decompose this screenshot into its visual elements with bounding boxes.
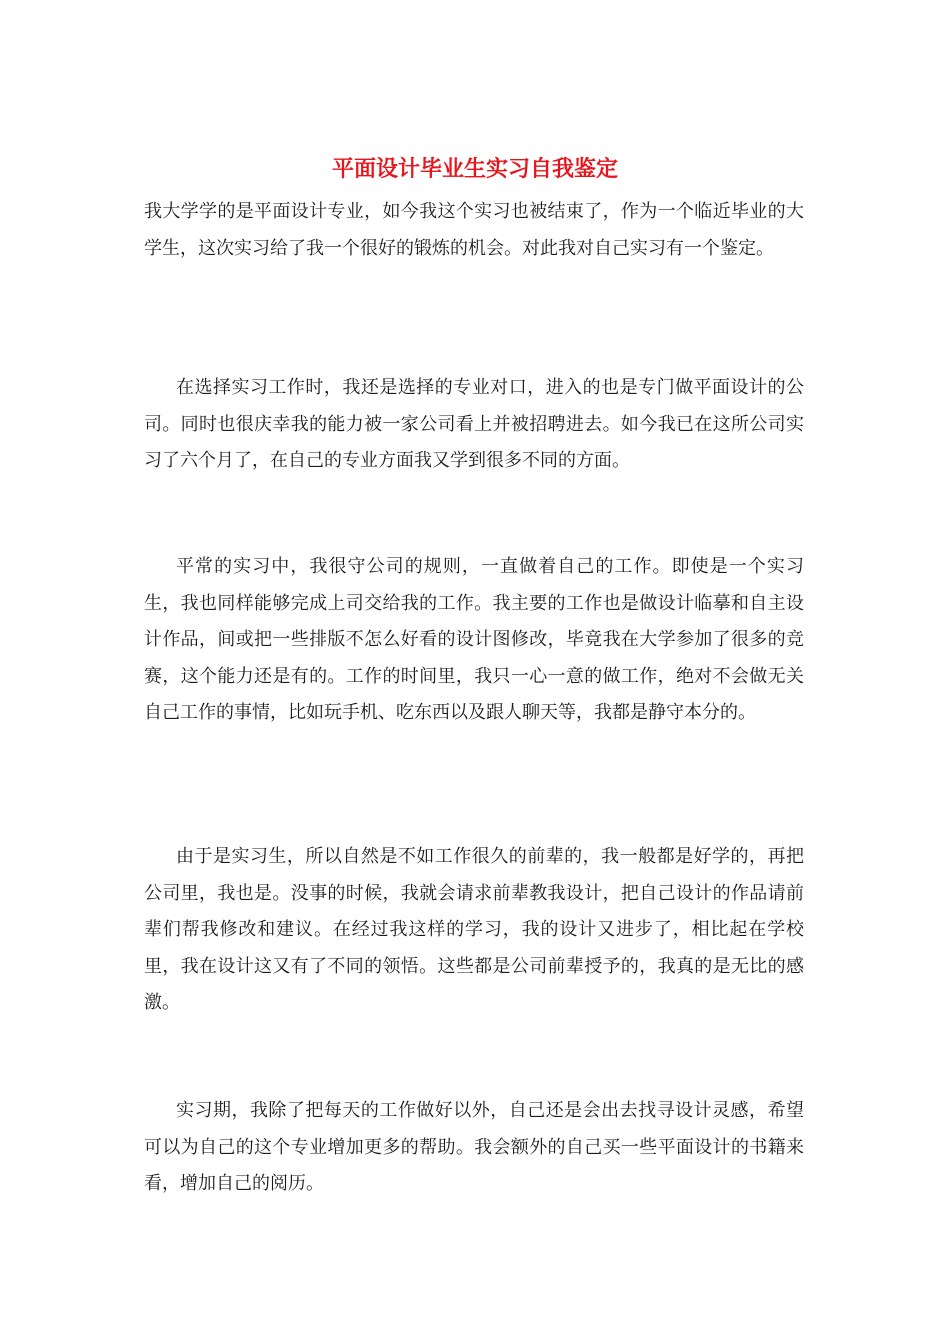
paragraph-learning-from-seniors: 由于是实习生，所以自然是不如工作很久的前辈的，我一般都是好学的，再把公司里，我也是。没事的时候，我就会请求前辈教我设计，把自己设计的作品请前辈们帮我修改和建议。在经过我这样的学习，我的设计又进步了，相比起在学校里，我在设计这又有了不同的领悟。这些都是公司前辈授予的，我真的是无比的感激。 (144, 846, 804, 1013)
paragraph-choosing-internship: 在选择实习工作时，我还是选择的专业对口，进入的也是专门做平面设计的公司。同时也很庆幸我的能力被一家公司看上并被招聘进去。如今我已在这所公司实习了六个月了，在自己的专业方面我又学到很多不同的方面。 (144, 377, 804, 471)
paragraph-extra-study: 实习期，我除了把每天的工作做好以外，自己还是会出去找寻设计灵感，希望可以为自己的这个专业增加更多的帮助。我会额外的自己买一些平面设计的书籍来看，增加自己的阅历。 (144, 1100, 804, 1194)
document-title: 平面设计毕业生实习自我鉴定 (331, 157, 618, 182)
paragraph-intro: 我大学学的是平面设计专业，如今我这个实习也被结束了，作为一个临近毕业的大学生，这次实习给了我一个很好的锻炼的机会。对此我对自己实习有一个鉴定。 (144, 201, 804, 259)
paragraph-daily-work: 平常的实习中，我很守公司的规则，一直做着自己的工作。即使是一个实习生，我也同样能够完成上司交给我的工作。我主要的工作也是做设计临摹和自主设计作品，间或把一些排版不怎么好看的设计图修改，毕竟我在大学参加了很多的竞赛，这个能力还是有的。工作的时间里，我只一心一意的做工作，绝对不会做无关自己工作的事情，比如玩手机、吃东西以及跟人聊天等，我都是静守本分的。 (144, 556, 804, 723)
